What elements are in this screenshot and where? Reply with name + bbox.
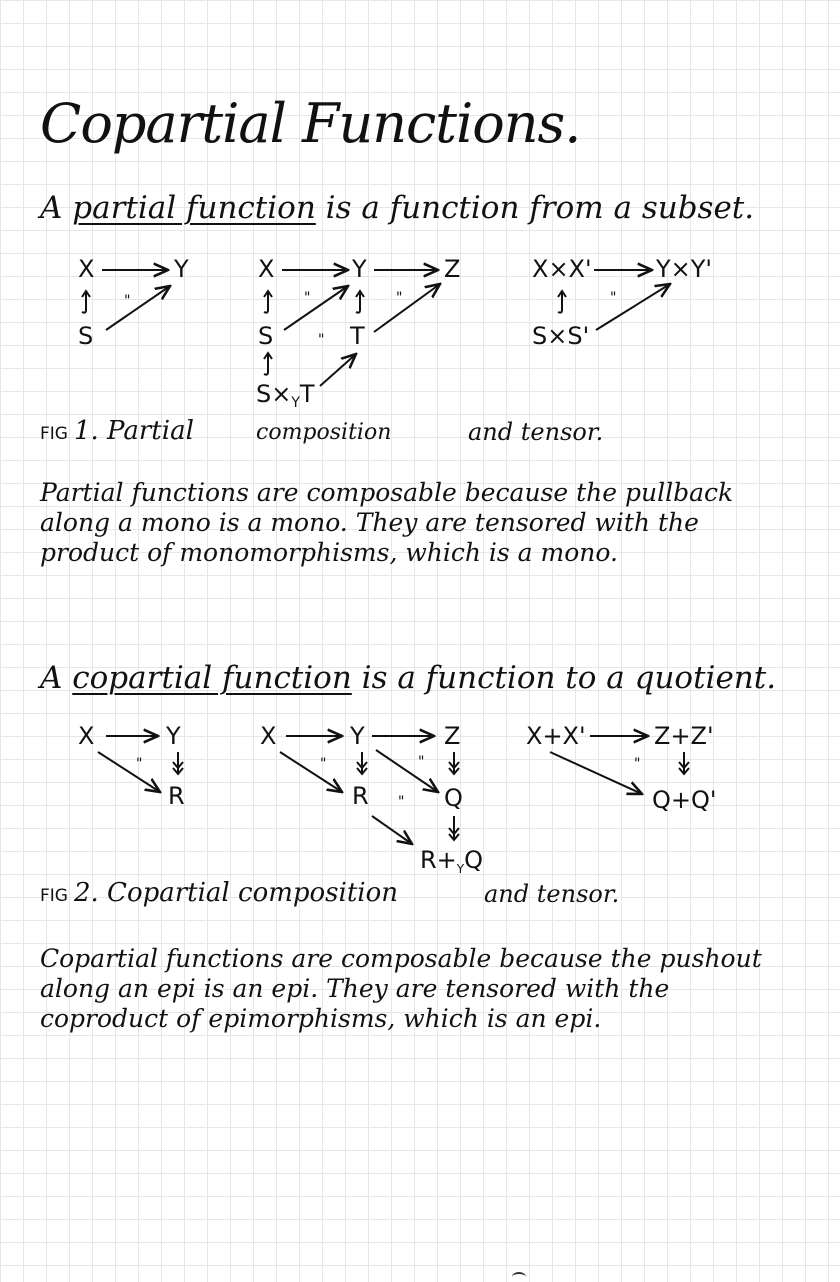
- equals-mark: ": [304, 290, 311, 306]
- object-X: X: [260, 722, 277, 750]
- object-X: X: [258, 255, 275, 283]
- equals-mark: ": [398, 794, 405, 810]
- epi-arrow-coproduct-quotient: [679, 752, 689, 774]
- object-Z-plus-Zprime: Z+Z': [654, 722, 714, 750]
- object-Y: Y: [352, 255, 367, 283]
- equals-mark: ": [320, 756, 327, 772]
- object-S-times-Sprime: S×S': [532, 322, 590, 350]
- equals-mark: ": [610, 290, 617, 306]
- object-X-plus-Xprime: X+X': [526, 722, 586, 750]
- arrow-product-partial: [596, 284, 670, 330]
- object-X: X: [78, 722, 95, 750]
- object-Q: Q: [444, 784, 463, 812]
- object-Z: Z: [444, 722, 461, 750]
- caption-partial: Partial: [107, 416, 194, 446]
- figure-1-caption: [40, 416, 194, 446]
- partial-function-definition: [40, 190, 754, 226]
- arrow-s-to-y: [106, 286, 170, 330]
- arrow-t-to-z: [374, 284, 440, 332]
- object-R: R: [352, 782, 369, 810]
- caption-composition: composition: [256, 420, 392, 445]
- copartial-function-term: copartial function: [72, 660, 352, 696]
- object-R: R: [168, 782, 185, 810]
- object-Y: Y: [350, 722, 365, 750]
- mono-arrow-s-to-x: [82, 291, 90, 313]
- equals-mark: ": [124, 293, 131, 309]
- equals-mark: ": [318, 332, 325, 348]
- intro-prefix: A: [40, 660, 73, 696]
- object-Z: Z: [444, 255, 461, 283]
- mono-arrow-t-to-y: [356, 291, 364, 313]
- partial-composition-diagram: [256, 250, 486, 415]
- page-edge-mark: [512, 1272, 526, 1282]
- object-pushout: $R+_YQ$: [420, 846, 484, 876]
- arrow-y-to-q: [376, 750, 438, 792]
- partial-functions-explanation: Partial functions are composable because the pullback along a mono is a mono. They are tensored with the product of monomorphisms, which is a mono.: [40, 478, 734, 567]
- epi-arrow-z-to-q: [449, 752, 459, 774]
- page-title: Copartial Functions.: [40, 92, 581, 155]
- equals-mark: ": [136, 756, 143, 772]
- figure-2-caption: [40, 878, 398, 908]
- copartial-composition-diagram: [258, 716, 488, 881]
- equals-mark: ": [396, 290, 403, 306]
- arrow-s-to-y: [284, 286, 348, 330]
- object-S: S: [258, 322, 274, 350]
- object-Y-times-Yprime: Y×Y': [656, 255, 713, 283]
- arrow-x-to-r: [98, 752, 160, 792]
- copartial-tensor-diagram: [524, 716, 744, 816]
- mono-arrow-product-inclusion: [558, 291, 566, 313]
- epi-arrow-y-to-r: [173, 752, 183, 774]
- partial-function-diagram: [76, 250, 216, 350]
- partial-function-term: partial function: [72, 190, 316, 226]
- fig-number: 1.: [73, 416, 99, 446]
- mono-arrow-pullback-to-s: [264, 353, 272, 375]
- epi-arrow-y-to-r: [357, 752, 367, 774]
- mono-arrow-s-to-x: [264, 291, 272, 313]
- caption-and-tensor: and tensor.: [484, 880, 620, 908]
- arrow-coproduct-copartial: [550, 752, 642, 794]
- object-X-times-Xprime: X×X': [532, 255, 592, 283]
- arrow-x-to-r: [280, 752, 342, 792]
- object-X: X: [78, 255, 95, 283]
- caption-and-tensor: and tensor.: [468, 418, 604, 446]
- object-Y: Y: [166, 722, 181, 750]
- arrow-r-to-pushout: [372, 816, 412, 844]
- object-T: T: [350, 322, 365, 350]
- fig-label: FIG: [40, 424, 68, 444]
- intro-suffix: is a function from a subset.: [315, 190, 755, 226]
- object-pullback: $S\times_YT$: [256, 380, 315, 411]
- equals-mark: ": [634, 756, 641, 772]
- intro-suffix: is a function to a quotient.: [351, 660, 777, 696]
- fig-label: FIG: [40, 886, 68, 906]
- epi-arrow-q-to-pushout: [449, 816, 459, 840]
- copartial-function-definition: [40, 660, 776, 696]
- partial-tensor-diagram: [530, 250, 740, 350]
- intro-prefix: A: [40, 190, 73, 226]
- copartial-function-diagram: [76, 716, 216, 816]
- equals-mark: ": [418, 754, 425, 770]
- object-Y: Y: [174, 255, 189, 283]
- fig-number: 2.: [73, 878, 99, 908]
- object-S: S: [78, 322, 94, 350]
- arrow-pullback-to-t: [320, 354, 356, 386]
- object-Q-plus-Qprime: Q+Q': [652, 786, 717, 814]
- copartial-functions-explanation: Copartial functions are composable because the pushout along an epi is an epi. They are tensored with the coproduct of epimorphisms, which is an epi.: [40, 944, 762, 1033]
- caption-copartial-composition: Copartial composition: [107, 878, 398, 908]
